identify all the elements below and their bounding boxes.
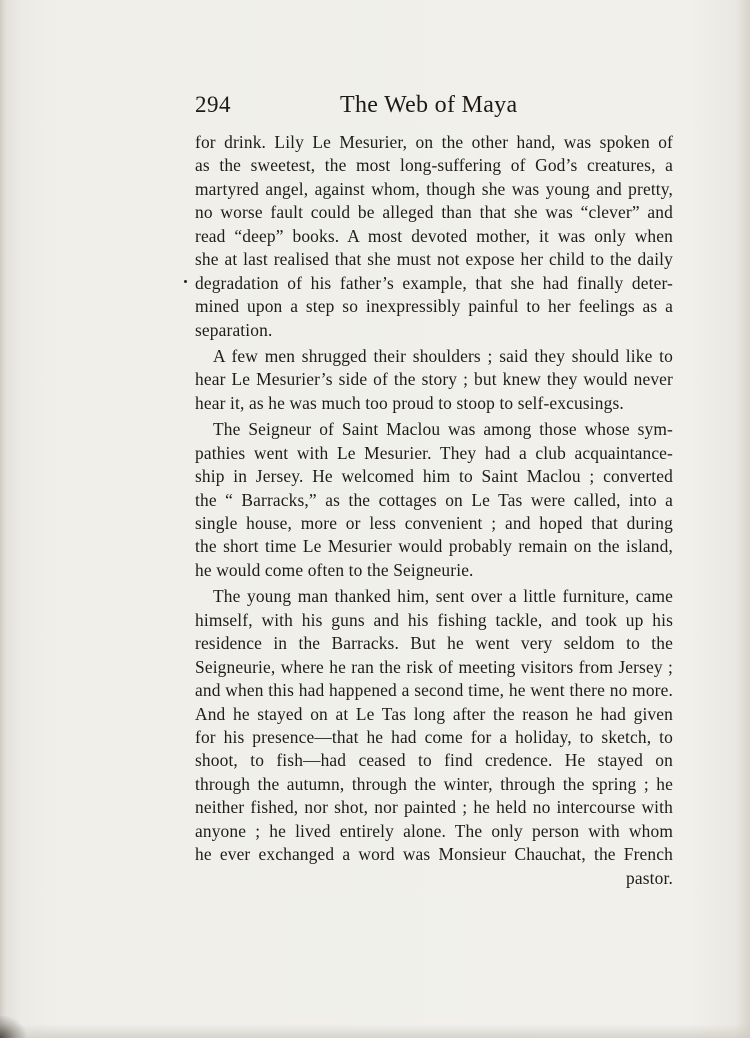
- text-line: And he stayed on at Le Tas long after the reason he had given: [195, 703, 673, 724]
- paragraph-4: [195, 585, 673, 866]
- paragraph-2: [195, 345, 673, 415]
- text-line: and when this had happened a second time, he went there no more.: [195, 680, 673, 701]
- text-line: pathies went with Le Mesurier. They had a club acquaintance-: [195, 442, 673, 463]
- text-line: himself, with his guns and his fishing tackle, and took up his: [195, 609, 673, 630]
- text-line: she at last realised that she must not expose her child to the daily: [195, 249, 673, 270]
- text-line: through the autumn, through the winter, through the spring ; he: [195, 773, 673, 794]
- text-line: read “deep” books. A most devoted mother, it was only when: [195, 225, 673, 246]
- text-line: he would come often to the Seigneurie.: [195, 559, 474, 580]
- text-line: ship in Jersey. He welcomed him to Saint Maclou ; converted: [195, 466, 673, 487]
- text-line: The young man thanked him, sent over a little furniture, came: [213, 586, 673, 607]
- text-line: the “ Barracks,” as the cottages on Le Tas were called, into a: [195, 489, 673, 510]
- paragraph-1: [195, 131, 673, 342]
- text-line: Seigneurie, where he ran the risk of meeting visitors from Jersey ;: [195, 656, 673, 677]
- text-line: shoot, to fish—had ceased to find credence. He stayed on: [195, 750, 673, 771]
- text-line: he ever exchanged a word was Monsieur Chauchat, the French: [195, 844, 673, 865]
- text-line: mined upon a step so inexpressibly painful to her feelings as a: [195, 296, 673, 317]
- text-line: the short time Le Mesurier would probably remain on the island,: [195, 536, 673, 557]
- text-line: neither fished, nor shot, nor painted ; he held no intercourse with: [195, 797, 673, 818]
- text-line: single house, more or less convenient ; and hoped that during: [195, 513, 673, 533]
- text-line: martyred angel, against whom, though she was young and pretty,: [195, 178, 673, 199]
- text-line: hear it, as he was much too proud to stoop to self-excusings.: [195, 392, 624, 413]
- book-title: The Web of Maya: [340, 92, 518, 118]
- page-edge-shadow: [0, 1024, 750, 1038]
- corner-shadow: [0, 1016, 26, 1038]
- catchword: pastor.: [626, 867, 673, 888]
- margin-mark: [184, 280, 187, 283]
- text-line: no worse fault could be alleged than that she was “clever” and: [195, 202, 673, 223]
- text-line: The Seigneur of Saint Maclou was among those whose sym-: [213, 419, 673, 440]
- text-line: as the sweetest, the most long-suffering of God’s creatures, a: [195, 155, 673, 176]
- body-text: [195, 131, 673, 890]
- text-line: A few men shrugged their shoulders ; said they should like to: [213, 345, 673, 366]
- text-line: residence in the Barracks. But he went very seldom to the: [195, 633, 673, 654]
- running-head: [195, 92, 673, 124]
- text-line: for his presence—that he had come for a holiday, to sketch, to: [195, 726, 673, 747]
- paragraph-3: [195, 418, 673, 582]
- text-line: for drink. Lily Le Mesurier, on the other hand, was spoken of: [195, 132, 673, 152]
- text-line: anyone ; he lived entirely alone. The only person with whom: [195, 820, 673, 841]
- page-number: 294: [195, 92, 231, 117]
- text-line: degradation of his father’s example, that she had finally deter-: [195, 272, 673, 293]
- text-line: hear Le Mesurier’s side of the story ; but knew they would never: [195, 369, 673, 390]
- text-line: separation.: [195, 319, 273, 340]
